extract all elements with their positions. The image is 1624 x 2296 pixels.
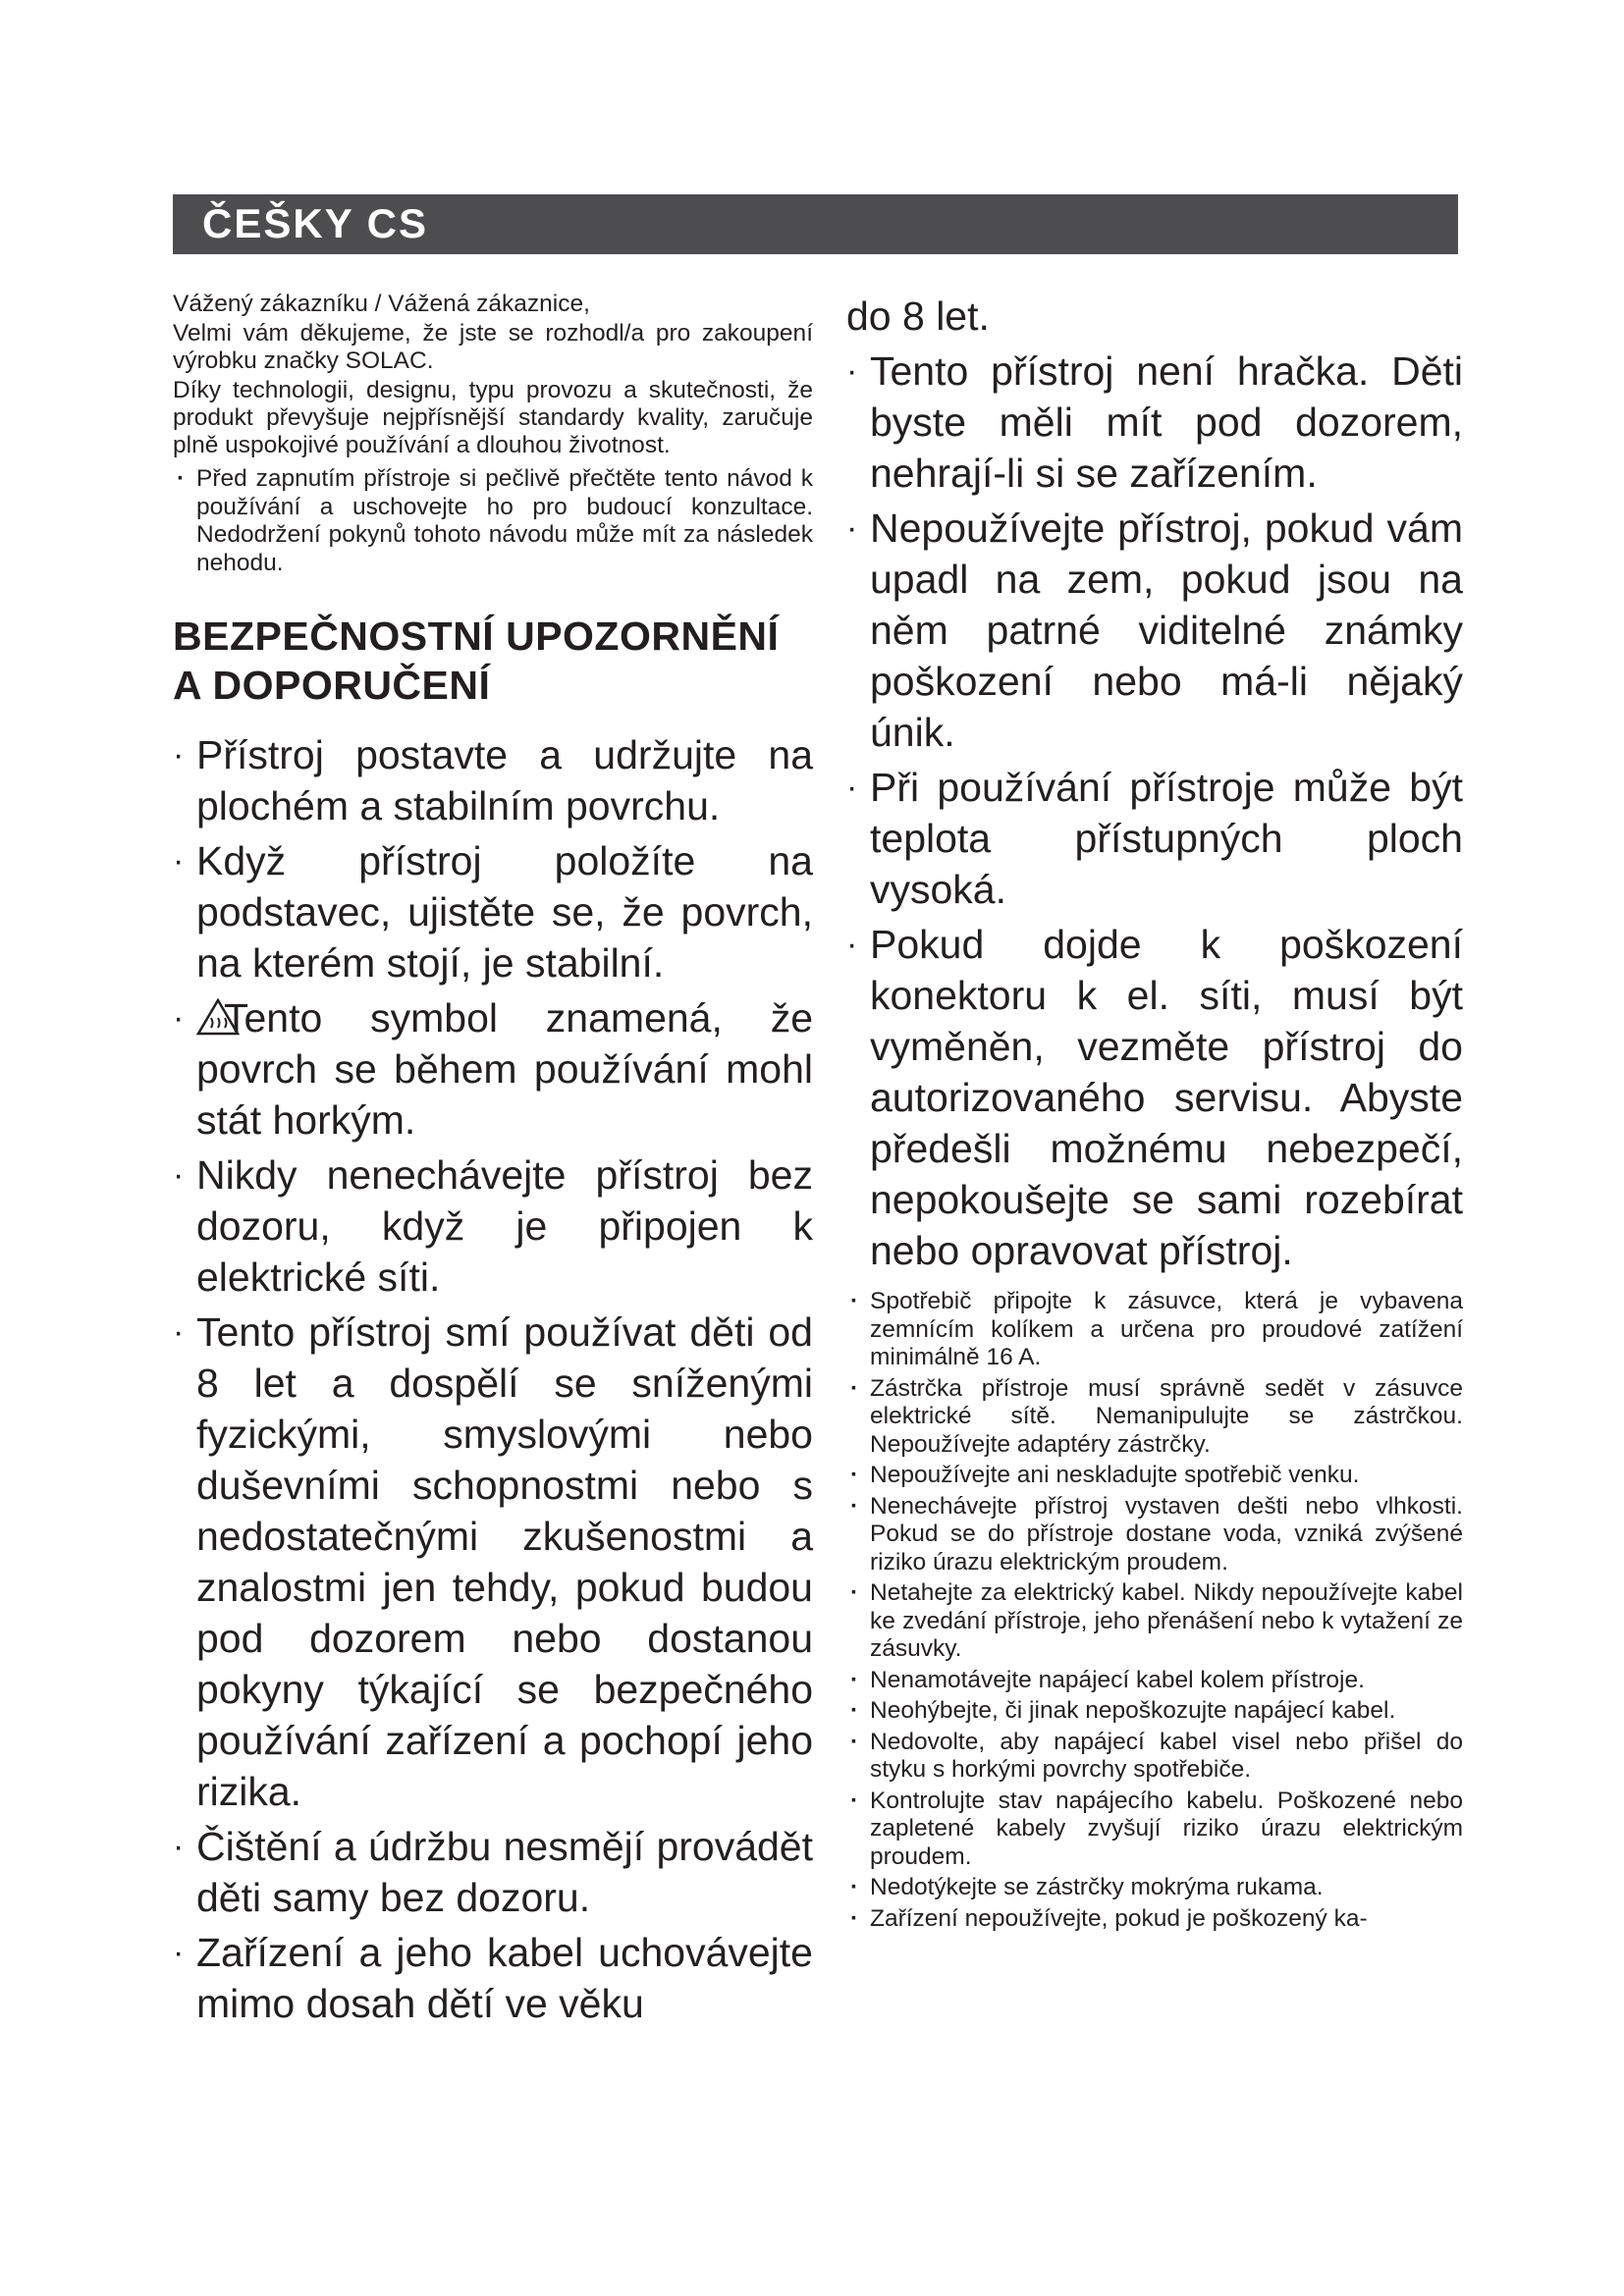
safety-list-right-small — [846, 1288, 1463, 1933]
hot-surface-text: Tento symbol znamená, že povrch se během používání mohl stát horkým. — [196, 995, 813, 1143]
list-item: · Tento přístroj není hračka. Děti byste měli mít pod dozorem, nehrají-li si se zařízením. — [846, 346, 1463, 499]
right-column — [846, 291, 1463, 1936]
safety-list-right-large — [846, 291, 1463, 1276]
list-item: · Pokud dojde k poškození konektoru k el. síti, musí být vyměněn, vezměte přístroj do autorizovaného servisu. Abyste předešli možnému nebezpečí, nepokoušejte se sami rozebírat nebo opravovat přístroj. — [846, 919, 1463, 1276]
list-item: · Tento přístroj smí používat děti od 8 let a dospělí se sníženými fyzickými, smyslovými nebo duševními schopnostmi nebo s nedostatečnými zkušenostmi a znalostmi jen tehdy, pokud budou pod dozorem nebo dostanou pokyny týkající se bezpečného používání zařízení a pochopí jeho rizika. — [173, 1307, 813, 1817]
language-header-bar — [173, 194, 1458, 254]
list-item: · Nedovolte, aby napájecí kabel visel nebo přišel do styku s horkými povrchy spotřebiče. — [846, 1729, 1463, 1785]
list-item: · Zástrčka přístroje musí správně sedět v zásuvce elektrické sítě. Nemanipulujte se zástrčkou. Nepoužívejte adaptéry zástrčky. — [846, 1375, 1463, 1460]
list-item: · Zařízení a jeho kabel uchovávejte mimo dosah dětí ve věku — [173, 1927, 813, 2029]
left-column — [173, 291, 813, 2033]
section-title: BEZPEČNOSTNÍ UPOZORNĚNÍ A DOPORUČENÍ — [173, 614, 780, 708]
list-item: · Když přístroj položíte na podstavec, ujistěte se, že povrch, na kterém stojí, je stabilní. — [173, 835, 813, 988]
intro-thanks: Velmi vám děkujeme, že jste se rozhodl/a pro zakoupení výrobku značky SOLAC. — [173, 320, 813, 374]
list-item: · Nenamotávejte napájecí kabel kolem přístroje. — [846, 1667, 1463, 1695]
intro — [173, 291, 813, 459]
list-item: · Zařízení nepoužívejte, pokud je poškozený ka- — [846, 1905, 1463, 1934]
list-item: · Neohýbejte, či jinak nepoškozujte napájecí kabel. — [846, 1697, 1463, 1726]
intro-bullet: · Před zapnutím přístroje si pečlivě přečtěte tento návod k používání a uschovejte ho pro budoucí konzultace. Nedodržení pokynů tohoto návodu může mít za následek nehodu. — [173, 465, 813, 577]
list-item: · Netahejte za elektrický kabel. Nikdy nepoužívejte kabel ke zvedání přístroje, jeho přenášení nebo k vytažení ze zásuvky. — [846, 1579, 1463, 1664]
list-item: · Nenechávejte přístroj vystaven dešti nebo vlhkosti. Pokud se do přístroje dostane voda, vzniká zvýšené riziko úrazu elektrickým proudem. — [846, 1493, 1463, 1577]
list-item: · Nepoužívejte ani neskladujte spotřebič venku. — [846, 1462, 1463, 1490]
list-item-continuation: do 8 let. — [846, 294, 990, 339]
list-item: · Přístroj postavte a udržujte na plochém a stabilním povrchu. — [173, 729, 813, 831]
intro-bullet-list — [173, 465, 813, 577]
list-item: · Spotřebič připojte k zásuvce, která je vybavena zemnícím kolíkem a určena pro proudové zatížení minimálně 16 A. — [846, 1288, 1463, 1372]
list-item: · Při používání přístroje může být teplota přístupných ploch vysoká. — [846, 762, 1463, 915]
list-item: · Nepoužívejte přístroj, pokud vám upadl na zem, pokud jsou na něm patrné viditelné známky poškození nebo má-li nějaký únik. — [846, 503, 1463, 758]
language-title: ČEŠKY CS — [202, 200, 428, 246]
list-item: · Nikdy nenechávejte přístroj bez dozoru, když je připojen k elektrické síti. — [173, 1149, 813, 1303]
list-item: · Čištění a údržbu nesmějí provádět děti samy bez dozoru. — [173, 1821, 813, 1923]
list-item: · Nedotýkejte se zástrčky mokrýma rukama. — [846, 1874, 1463, 1902]
intro-greeting: Vážený zákazníku / Vážená zákaznice, — [173, 291, 590, 317]
intro-quality: Díky technologii, designu, typu provozu a skutečnosti, že produkt převyšuje nejpřísnější standardy kvality, zaručuje plně uspokojivé používání a dlouhou životnost. — [173, 377, 813, 458]
safety-list-left — [173, 729, 813, 2029]
list-item-hot-surface — [173, 992, 813, 1146]
list-item: · Kontrolujte stav napájecího kabelu. Poškozené nebo zapletené kabely zvyšují riziko úrazu elektrickým proudem. — [846, 1788, 1463, 1872]
